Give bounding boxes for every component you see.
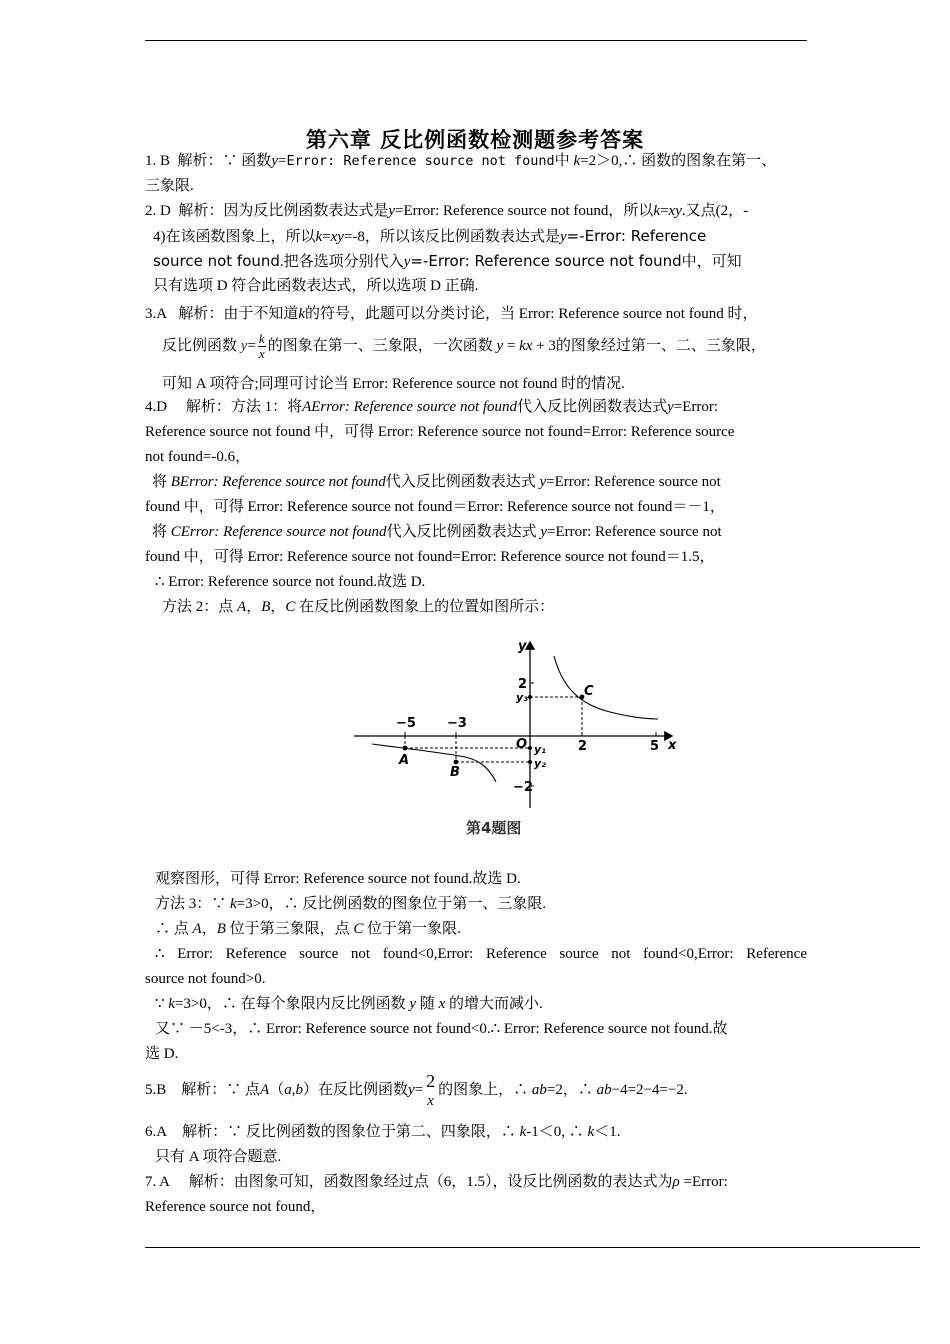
point-a-dot [403, 746, 408, 751]
error-reference: Error: Reference source not found [286, 153, 555, 169]
equals: = [660, 203, 669, 219]
q2-text: =-8，所以该反比例函数表达式是 [343, 229, 560, 245]
var-ab: ab [596, 1082, 612, 1098]
q1-line-2: 三象限. [145, 178, 194, 194]
q3-line-3: 可知 A 项符合;同理可讨论当 Error: Reference source not found 时的情况. [162, 376, 625, 392]
q6-line-1 [145, 1122, 807, 1142]
fraction-k-over-x [258, 332, 266, 361]
y-tick-label-2: 2 [518, 677, 528, 692]
q4-text: 方法 3：∵ [155, 896, 227, 912]
q4-text: =Error: [673, 399, 719, 415]
q3-line-2 [162, 330, 824, 362]
var-y: y [407, 1082, 415, 1098]
point-a-error: AError: Reference source not found [302, 399, 518, 415]
q1-number: 1. B [145, 153, 171, 169]
q4-line-12 [155, 919, 817, 939]
var-k: k [573, 153, 581, 169]
q4-text: 方法 2：点 [162, 599, 234, 615]
separator: ， [246, 599, 262, 615]
y2-label: y₂ [534, 757, 546, 770]
q4-text: =3>0，∴ 反比例函数的图象位于第一、三象限. [236, 896, 547, 912]
equals: = [322, 229, 331, 245]
equals: = [506, 338, 516, 354]
x-tick-label-2: 2 [578, 739, 588, 754]
hyperbola-branch-third-quadrant [372, 744, 496, 782]
q5-line-1 [145, 1070, 807, 1111]
fraction-numerator: k [258, 331, 265, 347]
point-c-label: C [584, 684, 594, 699]
figure-caption: 第4题图 [466, 819, 522, 837]
var-y: y [496, 338, 504, 354]
q2-text: =Error: Reference source not found，所以 [395, 203, 654, 219]
equals: = [247, 338, 256, 354]
point-b: B [261, 599, 271, 615]
q4-text: 代入反比例函数表达式 [517, 399, 668, 415]
y3-label: y₃ [516, 691, 528, 704]
point-a: A [192, 921, 202, 937]
point-y3-dot [528, 695, 532, 699]
var-y: y [409, 996, 417, 1012]
q4-line-10: 观察图形，可得 Error: Reference source not found.故选 D. [155, 871, 521, 887]
var-xy: xy [330, 229, 344, 245]
q7-text: =Error: [683, 1174, 728, 1190]
var-y: y [388, 203, 396, 219]
q5-text: =2，∴ [546, 1082, 593, 1098]
point-a: A [260, 1082, 270, 1098]
fraction-numerator: 2 [426, 1070, 436, 1091]
q3-text: 反比例函数 [162, 338, 238, 354]
separator: , [291, 1082, 296, 1098]
var-y: y [667, 399, 674, 415]
q4-text: 代入反比例函数表达式 [385, 474, 536, 490]
var-k: k [168, 996, 175, 1012]
separator: ， [270, 599, 286, 615]
q2-line-3 [153, 251, 813, 272]
point-b: B [216, 921, 226, 937]
q1-text: 中 [554, 153, 570, 169]
q4-line-13: ∴ Error: Reference source not found<0,Error: Reference source not found<0,Error: Reference [155, 946, 807, 962]
point-a: A [237, 599, 247, 615]
q6-text: 解析：∵ 反比例函数的图象位于第二、四象限，∴ [182, 1124, 516, 1140]
origin-label: O [516, 737, 528, 752]
q4-line-6 [152, 522, 814, 542]
q4-text: ∴ 点 [155, 921, 189, 937]
q4-line-7: found 中，可得 Error: Reference source not found=Error: Reference source not found＝1.5， [145, 549, 715, 565]
var-b: b [295, 1082, 303, 1098]
var-x: x [438, 996, 446, 1012]
q4-line-4 [152, 472, 814, 492]
q2-line-2 [153, 226, 813, 247]
var-a: a [284, 1082, 292, 1098]
q5-text: −4=2−4=−2. [611, 1082, 688, 1098]
var-y: y [271, 153, 278, 169]
point-c-error: CError: Reference source not found [170, 524, 387, 540]
var-k: k [315, 229, 323, 245]
fraction-2-over-x [425, 1071, 436, 1111]
q4-line-1 [145, 397, 807, 417]
var-k: k [587, 1124, 595, 1140]
q3-line-1 [145, 304, 807, 324]
point-c: C [353, 921, 364, 937]
q7-line-2: Reference source not found， [145, 1199, 326, 1215]
q4-text: 随 [419, 996, 435, 1012]
q6-text: -1＜0, ∴ [526, 1124, 584, 1140]
q7-text: 解析：由图象可知，函数图象经过点（6，1.5），设反比例函数的表达式为 [188, 1174, 673, 1190]
equals: = [414, 1082, 424, 1098]
q4-text: 将 [152, 474, 168, 490]
q3-text: 的符号，此题可以分类讨论，当 Error: Reference source not found 时， [305, 306, 758, 322]
q4-line-3: not found=-0.6， [145, 449, 251, 465]
var-y: y [540, 524, 547, 540]
var-k: k [230, 896, 237, 912]
equals: = [277, 153, 287, 169]
y1-label: y₁ [534, 743, 546, 756]
q5-text: ）在反比例函数 [302, 1082, 408, 1098]
q2-text: .把各选项分别代入 [279, 254, 404, 270]
separator: ， [201, 921, 217, 937]
q4-text: 的增大而减小. [449, 996, 543, 1012]
point-b-dot [454, 760, 459, 765]
q4-text: 位于第一象限. [367, 921, 461, 937]
q4-line-17: 选 D. [145, 1046, 179, 1062]
q4-text: 代入反比例函数表达式 [386, 524, 537, 540]
q3-text: 的图象经过第一、二、三象限， [555, 338, 766, 354]
hyperbola-branch-first-quadrant [554, 656, 658, 719]
q4-text: 位于第三象限，点 [229, 921, 350, 937]
point-c: C [285, 599, 296, 615]
q2-text: 4)在该函数图象上，所以 [153, 229, 316, 245]
q4-text: 在反比例函数图象上的位置如图所示： [299, 599, 555, 615]
page-title: 第六章 反比例函数检测题参考答案 [305, 128, 645, 152]
q1-label: 解析： [177, 153, 223, 169]
var-k: k [519, 1124, 527, 1140]
q4-line-14: source not found>0. [145, 971, 266, 987]
error-reference: =-Error: Reference [566, 227, 707, 245]
q6-text: ＜1. [594, 1124, 621, 1140]
q2-text: 中，可知 [681, 254, 742, 270]
q1-line-1 [145, 151, 807, 171]
because-symbol: ∵ [155, 996, 165, 1012]
error-reference: =-Error: Reference source not found [410, 252, 682, 270]
error-reference: source not found [153, 252, 280, 270]
var-k: k [298, 306, 306, 322]
var-ab: ab [531, 1082, 547, 1098]
var-k: k [653, 203, 661, 219]
var-rho: ρ [672, 1174, 680, 1190]
q3-text: 的图象在第一、三象限，一次函数 [267, 338, 493, 354]
q4-text: 将 [152, 524, 168, 540]
q4-line-2: Reference source not found 中，可得 Error: Reference source not found=Error: Reference source [145, 424, 735, 440]
var-kx: kx [519, 338, 533, 354]
paren: （ [269, 1082, 285, 1098]
q2-line-1 [145, 201, 807, 221]
q4-line-11 [155, 894, 817, 914]
q4-line-15 [155, 994, 817, 1014]
q2-number: 2. D [145, 203, 171, 219]
point-b-error: BError: Reference source not found [170, 474, 386, 490]
var-y: y [559, 229, 567, 245]
because-symbol: ∵ [222, 153, 238, 169]
q2-line-4: 只有选项 D 符合此函数表达式，所以选项 D 正确. [153, 278, 479, 294]
q6-number: 6.A [145, 1124, 168, 1140]
q4-line-16: 又∵ －5<-3，∴ Error: Reference source not found<0.∴ Error: Reference source not found.故 [155, 1021, 728, 1037]
x-axis-label: x [668, 738, 677, 753]
q1-text: =2＞0,∴ 函数的图象在第一、 [580, 153, 777, 169]
point-b-label: B [450, 765, 460, 780]
var-y: y [240, 338, 248, 354]
q4-text: =Error: Reference source not [547, 524, 722, 540]
y-tick-label-neg2: −2 [513, 780, 533, 795]
q4-text: 解析：方法 1：将 [185, 399, 303, 415]
point-y1-dot [528, 746, 532, 750]
q4-text: =Error: Reference source not [546, 474, 721, 490]
q6-line-2: 只有 A 项符合题意. [155, 1149, 282, 1165]
q4-text: =3>0，∴ 在每个象限内反比例函数 [174, 996, 406, 1012]
x-tick-label-neg3: −3 [447, 716, 467, 731]
point-y2-dot [528, 760, 532, 764]
q5-text: 解析：∵ 点 [181, 1082, 261, 1098]
q4-line-9 [162, 597, 824, 617]
var-xy: xy [668, 203, 682, 219]
x-tick-label-neg5: −5 [396, 716, 416, 731]
header-rule [145, 40, 807, 41]
q5-text: 的图象上，∴ [438, 1082, 529, 1098]
y-axis-label: y [518, 639, 527, 654]
linear-constant: + 3 [536, 338, 556, 354]
q2-text: .又点(2，- [681, 203, 749, 219]
q4-line-8: ∴ Error: Reference source not found.故选 D. [155, 574, 426, 590]
q3-number: 3.A [145, 306, 168, 322]
q7-number: 7. A [145, 1174, 171, 1190]
x-tick-label-5: 5 [650, 739, 660, 754]
q3-text: 解析：由于不知道 [178, 306, 299, 322]
q4-number: 4.D [145, 399, 168, 415]
q1-text: 函数 [241, 153, 272, 169]
var-y: y [539, 474, 547, 490]
var-y: y [403, 254, 411, 270]
footer-rule [145, 1247, 920, 1248]
q2-text: 解析：因为反比例函数表达式是 [178, 203, 389, 219]
q4-line-5: found 中，可得 Error: Reference source not found＝Error: Reference source not found＝－1， [145, 499, 725, 515]
q5-number: 5.B [145, 1082, 167, 1098]
hyperbola-figure [350, 636, 690, 846]
fraction-denominator: x [427, 1092, 434, 1109]
point-a-label: A [399, 753, 410, 768]
q7-line-1 [145, 1172, 807, 1192]
fraction-denominator: x [258, 346, 265, 362]
